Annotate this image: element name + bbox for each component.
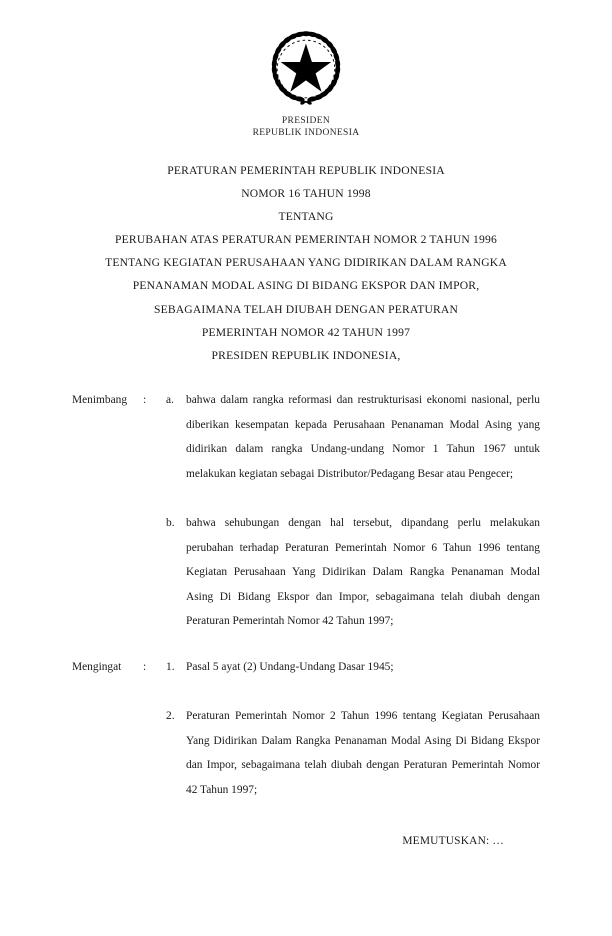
list-item [166, 704, 540, 802]
clause-mengingat-items [166, 655, 540, 803]
garuda-star-wreath-emblem [263, 26, 349, 112]
item-text: Peraturan Pemerintah Nomor 2 Tahun 1996 tentang Kegiatan Perusahaan Yang Didirikan Dalam Rangka Penanaman Modal Asing Di Bidang Ekspor dan Impor, sebagaimana telah diubah dengan Peraturan Pemerintah Nomor 42 Tahun 1997; [186, 710, 540, 796]
list-item [166, 388, 540, 486]
clause-mengingat-colon: : [143, 661, 147, 673]
emblem-caption [0, 116, 612, 139]
clause-menimbang [72, 388, 540, 634]
clause-mengingat [72, 655, 540, 803]
title-line-regulation-name: PERATURAN PEMERINTAH REPUBLIK INDONESIA [167, 164, 445, 177]
item-marker: 2. [166, 710, 175, 723]
clause-mengingat-label: Mengingat [72, 661, 122, 673]
title-line-subject-4: SEBAGAIMANA TELAH DIUBAH DENGAN PERATURAN [153, 302, 459, 316]
title-line-tentang: TENTANG [278, 210, 334, 224]
title-line-subject-5: PEMERINTAH NOMOR 42 TAHUN 1997 [201, 325, 411, 339]
emblem-caption-line-1: PRESIDEN [281, 116, 331, 126]
item-marker: 1. [166, 661, 175, 673]
item-marker: a. [166, 394, 174, 406]
memutuskan-text: MEMUTUSKAN: … [402, 835, 504, 847]
title-line-subject-3: PENANAMAN MODAL ASING DI BIDANG EKSPOR DAN IMPOR, [132, 279, 480, 293]
item-text: Pasal 5 ayat (2) Undang-Undang Dasar 1945; [186, 661, 394, 673]
clause-menimbang-label: Menimbang [72, 394, 128, 406]
title-line-subject-2: TENTANG KEGIATAN PERUSAHAAN YANG DIDIRIKAN DALAM RANGKA [105, 256, 507, 270]
clause-menimbang-colon: : [143, 394, 147, 406]
title-line-signatory: PRESIDEN REPUBLIK INDONESIA, [211, 348, 401, 362]
list-item [166, 655, 540, 680]
title-line-number: NOMOR 16 TAHUN 1998 [241, 187, 371, 201]
item-text: bahwa dalam rangka reformasi dan restrukturisasi ekonomi nasional, perlu diberikan kesempatan kepada Perusahaan Penanaman Modal Asing yang didirikan dalam rangka Undang-undang Nomor 1 Tahun 1967 untuk melakukan kegiatan sebagai Distributor/Pedagang Besar atau Pengecer; [186, 394, 540, 480]
clause-menimbang-items [166, 388, 540, 634]
list-item [166, 511, 540, 634]
letterhead [0, 26, 612, 139]
item-marker: b. [166, 516, 175, 529]
title-line-subject-1: PERUBAHAN ATAS PERATURAN PEMERINTAH NOMOR 2 TAHUN 1996 [115, 233, 497, 247]
emblem-caption-line-2: REPUBLIK INDONESIA [252, 127, 360, 138]
document-title-block [36, 159, 576, 367]
item-text: bahwa sehubungan dengan hal tersebut, dipandang perlu melakukan perubahan terhadap Peraturan Pemerintah Nomor 6 Tahun 1996 tentang Kegiatan Perusahaan Yang Didirikan Dalam Rangka Penanaman Modal Asing Di Bidang Ekspor dan Impor, sebagaimana telah diubah dengan Peraturan Pemerintah Nomor 42 Tahun 1997; [186, 516, 540, 628]
